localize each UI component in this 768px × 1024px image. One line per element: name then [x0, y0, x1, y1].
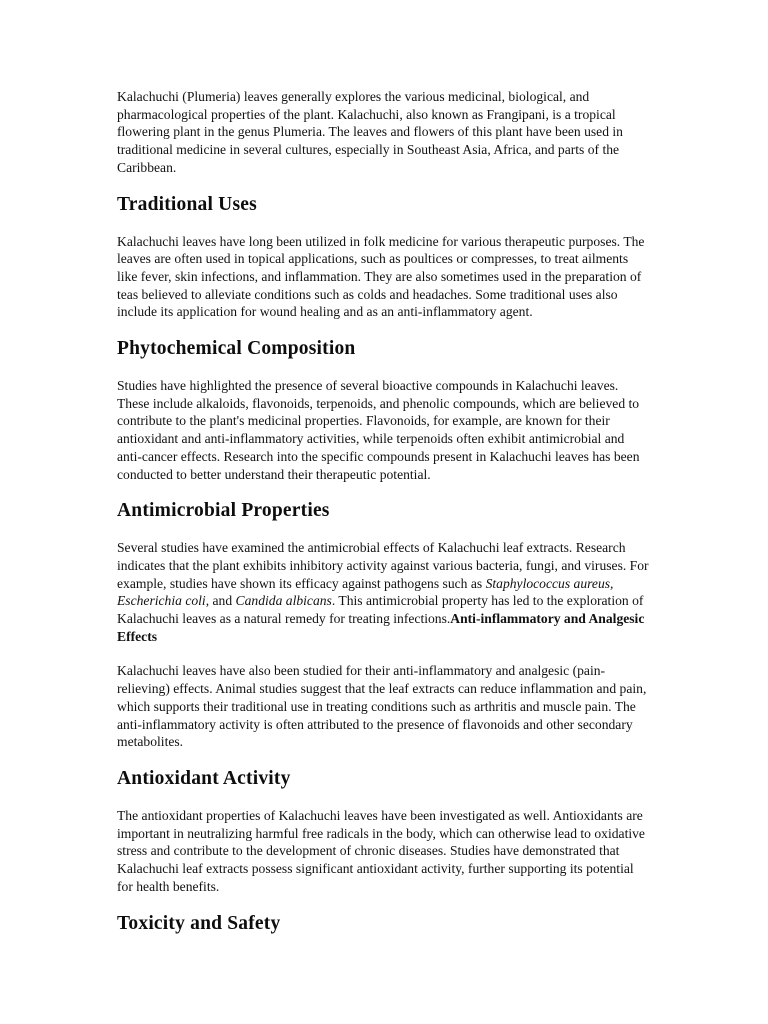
text-run-normal: The antioxidant properties of Kalachuchi leaves have been investigated as well. Antioxidants are important in neutralizing harmful free radicals in the body, which can otherwise lead to oxidative stress and contribute to the development of chronic diseases. Studies have demonstrated that Kalachuchi leaf extracts possess significant antioxidant activity, further supporting its potential for health benefits. — [117, 807, 645, 894]
antioxidant-activity-paragraph — [117, 807, 651, 896]
anti-inflammatory-paragraph — [117, 662, 651, 751]
antimicrobial-properties-paragraph — [117, 539, 651, 645]
text-run-normal: Studies have highlighted the presence of several bioactive compounds in Kalachuchi leaves. These include alkaloids, flavonoids, terpenoids, and phenolic compounds, which are believed to contribute to the plant's medicinal properties. Flavonoids, for example, are known for their antioxidant and anti-inflammatory activities, while terpenoids often exhibit antimicrobial and anti-cancer effects. Research into the specific compounds present in Kalachuchi leaves has been conducted to better understand their therapeutic potential. — [117, 378, 640, 482]
heading-phytochemical-composition: Phytochemical Composition — [117, 338, 356, 360]
text-run-bold: Anti-inflammatory and Analgesic Effects — [117, 611, 645, 644]
heading-traditional-uses: Traditional Uses — [117, 193, 257, 215]
text-run-normal: Kalachuchi leaves have also been studied for their anti-inflammatory and analgesic (pain-relieving) effects. Animal studies suggest that the leaf extracts can reduce inflammation and pain, which supports their traditional use in treating conditions such as arthritis and muscle pain. The anti-inflammatory activity is often attributed to the presence of flavonoids and other secondary metabolites. — [117, 663, 647, 750]
heading-toxicity-and-safety: Toxicity and Safety — [117, 912, 281, 934]
document-body — [117, 88, 651, 935]
text-run-normal: Kalachuchi (Plumeria) leaves generally explores the various medicinal, biological, and pharmacological properties of the plant. Kalachuchi, also known as Frangipani, is a tropical flowering plant in the genus Plumeria. The leaves and flowers of this plant have been used in traditional medicine in several cultures, especially in Southeast Asia, Africa, and parts of the Caribbean. — [117, 89, 623, 175]
text-run-italic: Staphylococcus aureus, Escherichia coli — [117, 575, 614, 609]
traditional-uses-paragraph — [117, 233, 651, 322]
heading-antimicrobial-properties: Antimicrobial Properties — [117, 500, 330, 522]
text-run-normal: Several studies have examined the antimicrobial effects of Kalachuchi leaf extracts. Research indicates that the plant exhibits inhibitory activity against various bacteria, fungi, and viruses. For example, studies have shown its efficacy against pathogens such as — [117, 540, 649, 591]
text-run-normal: . This antimicrobial property has led to the exploration of Kalachuchi leaves as a natural remedy for treating infections. — [117, 593, 644, 627]
heading-antioxidant-activity: Antioxidant Activity — [117, 767, 291, 789]
text-run-normal: Kalachuchi leaves have long been utilized in folk medicine for various therapeutic purposes. The leaves are often used in topical applications, such as poultices or compresses, to treat ailments like fever, skin infections, and inflammation. They are also sometimes used in the preparation of teas believed to alleviate conditions such as colds and headaches. Some traditional uses also include its application for wound healing and as an anti-inflammatory agent. — [117, 233, 645, 320]
phytochemical-composition-paragraph — [117, 377, 651, 483]
intro-paragraph — [117, 88, 651, 177]
text-run-italic: Candida albicans — [235, 593, 332, 609]
text-run-normal: , and — [205, 593, 236, 609]
